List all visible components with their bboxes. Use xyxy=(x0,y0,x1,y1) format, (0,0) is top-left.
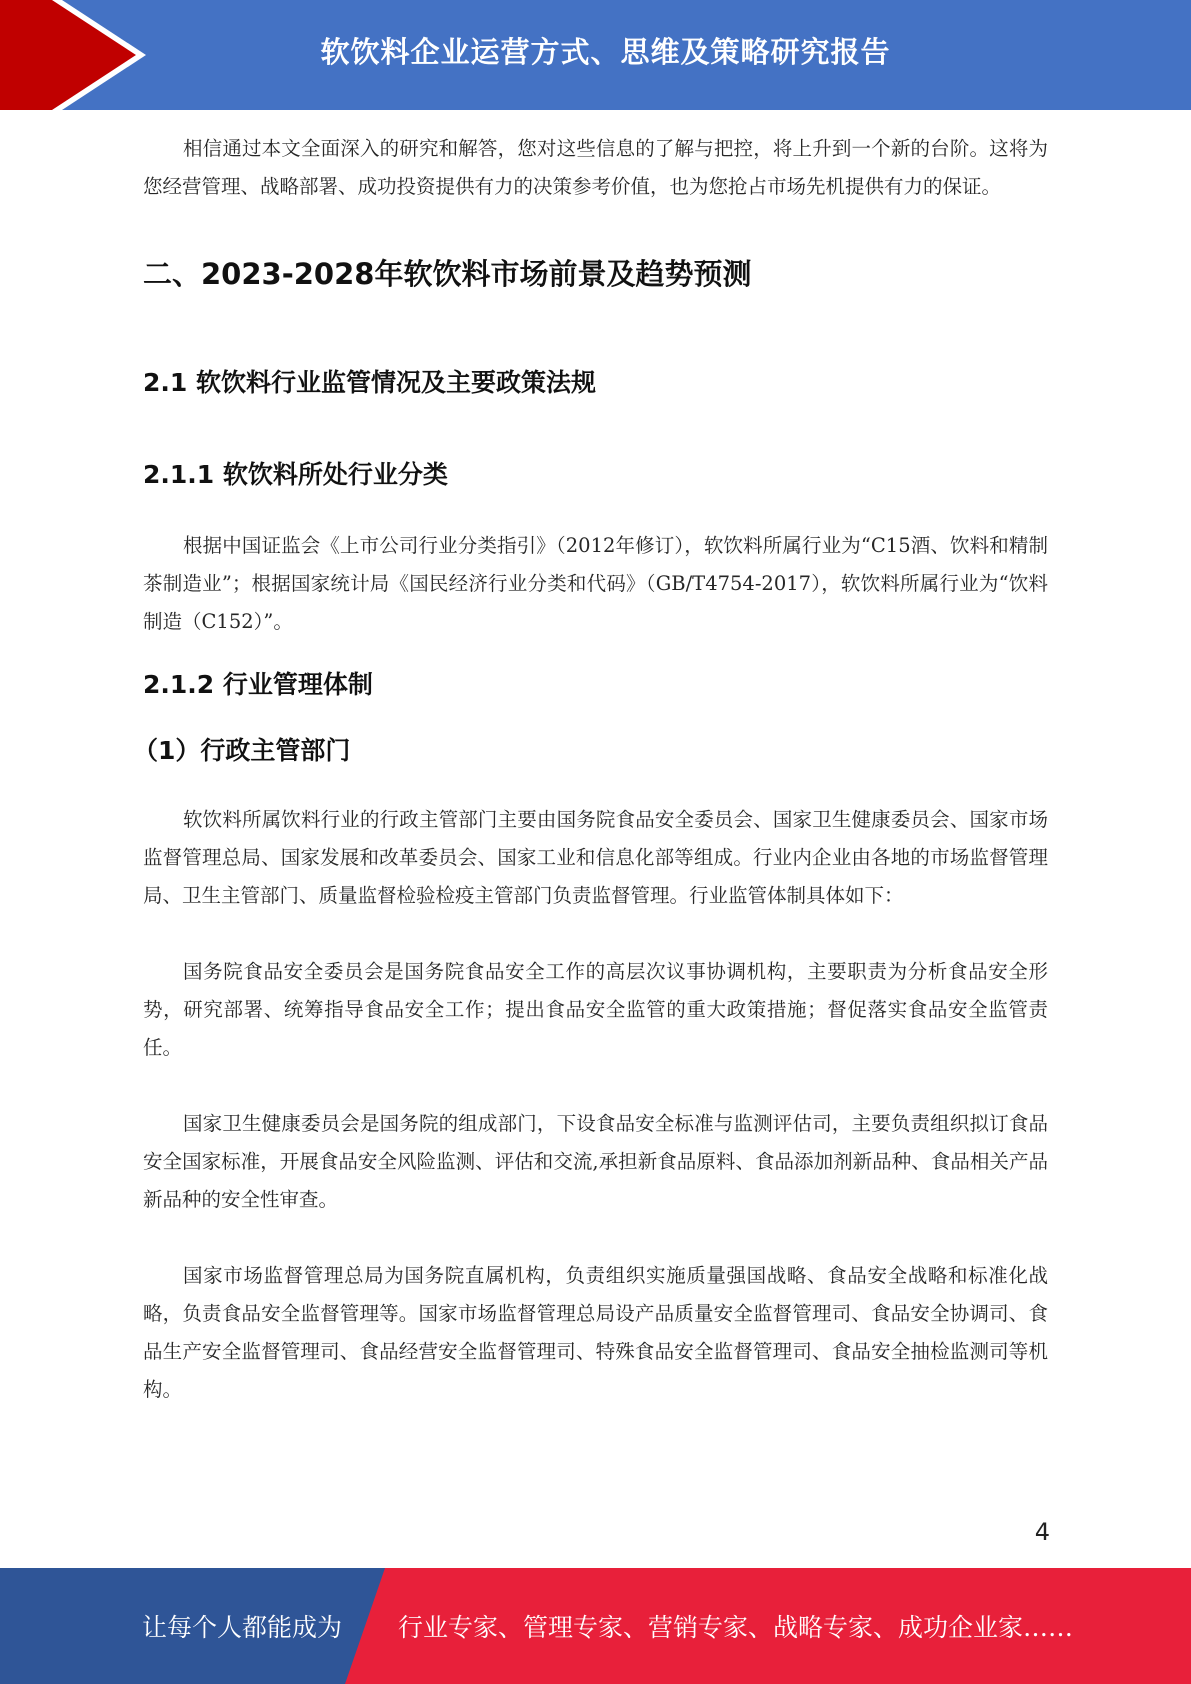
section-2-1-2-heading: 2.1.2 行业管理体制 xyxy=(143,670,373,699)
page-header xyxy=(0,0,1191,110)
industry-classification-paragraph: 根据中国证监会《上市公司行业分类指引》（2012年修订），软饮料所属行业为“C15酒、饮料和精制茶制造业”；根据国家统计局《国民经济行业分类和代码》（GB/T4754-2017），软饮料所属行业为“饮料制造（C152）”。 xyxy=(143,534,1048,633)
authority-paragraph-4: 国家市场监督管理总局为国务院直属机构，负责组织实施质量强国战略、食品安全战略和标准化战略，负责食品安全监督管理等。国家市场监督管理总局设产品质量安全监督管理司、食品安全协调司、食品生产安全监督管理司、食品经营安全监督管理司、特殊食品安全监督管理司、食品安全抽检监测司等机构。 xyxy=(143,1264,1048,1401)
authority-paragraph-3: 国家卫生健康委员会是国务院的组成部门，下设食品安全标准与监测评估司，主要负责组织拟订食品安全国家标准，开展食品安全风险监测、评估和交流,承担新食品原料、食品添加剂新品种、食品相关产品新品种的安全性审查。 xyxy=(143,1112,1048,1211)
section-2-1-heading: 2.1 软饮料行业监管情况及主要政策法规 xyxy=(143,368,596,397)
section-2-heading: 二、2023-2028年软饮料市场前景及趋势预测 xyxy=(143,257,752,291)
authority-paragraph-1: 软饮料所属饮料行业的行政主管部门主要由国务院食品安全委员会、国家卫生健康委员会、国家市场监督管理总局、国家发展和改革委员会、国家工业和信息化部等组成。行业内企业由各地的市场监督管理局、卫生主管部门、质量监督检验检疫主管部门负责监督管理。行业监管体制具体如下： xyxy=(143,808,1048,907)
page-footer xyxy=(0,1568,1191,1684)
header-title: 软饮料企业运营方式、思维及策略研究报告 xyxy=(320,34,891,69)
footer-slogan-right: 行业专家、管理专家、营销专家、战略专家、成功企业家…… xyxy=(398,1613,1074,1642)
subsection-1-heading: （1）行政主管部门 xyxy=(133,736,351,765)
intro-paragraph: 相信通过本文全面深入的研究和解答，您对这些信息的了解与把控，将上升到一个新的台阶。这将为您经营管理、战略部署、成功投资提供有力的决策参考价值，也为您抢占市场先机提供有力的保证。 xyxy=(143,137,1048,198)
authority-paragraph-2: 国务院食品安全委员会是国务院食品安全工作的高层次议事协调机构，主要职责为分析食品安全形势，研究部署、统筹指导食品安全工作；提出食品安全监管的重大政策措施；督促落实食品安全监管责任。 xyxy=(143,960,1048,1059)
footer-slogan-left: 让每个人都能成为 xyxy=(142,1613,343,1642)
page-number: 4 xyxy=(1034,1518,1050,1546)
page-content xyxy=(133,130,1048,1409)
section-2-1-1-heading: 2.1.1 软饮料所处行业分类 xyxy=(143,460,448,489)
